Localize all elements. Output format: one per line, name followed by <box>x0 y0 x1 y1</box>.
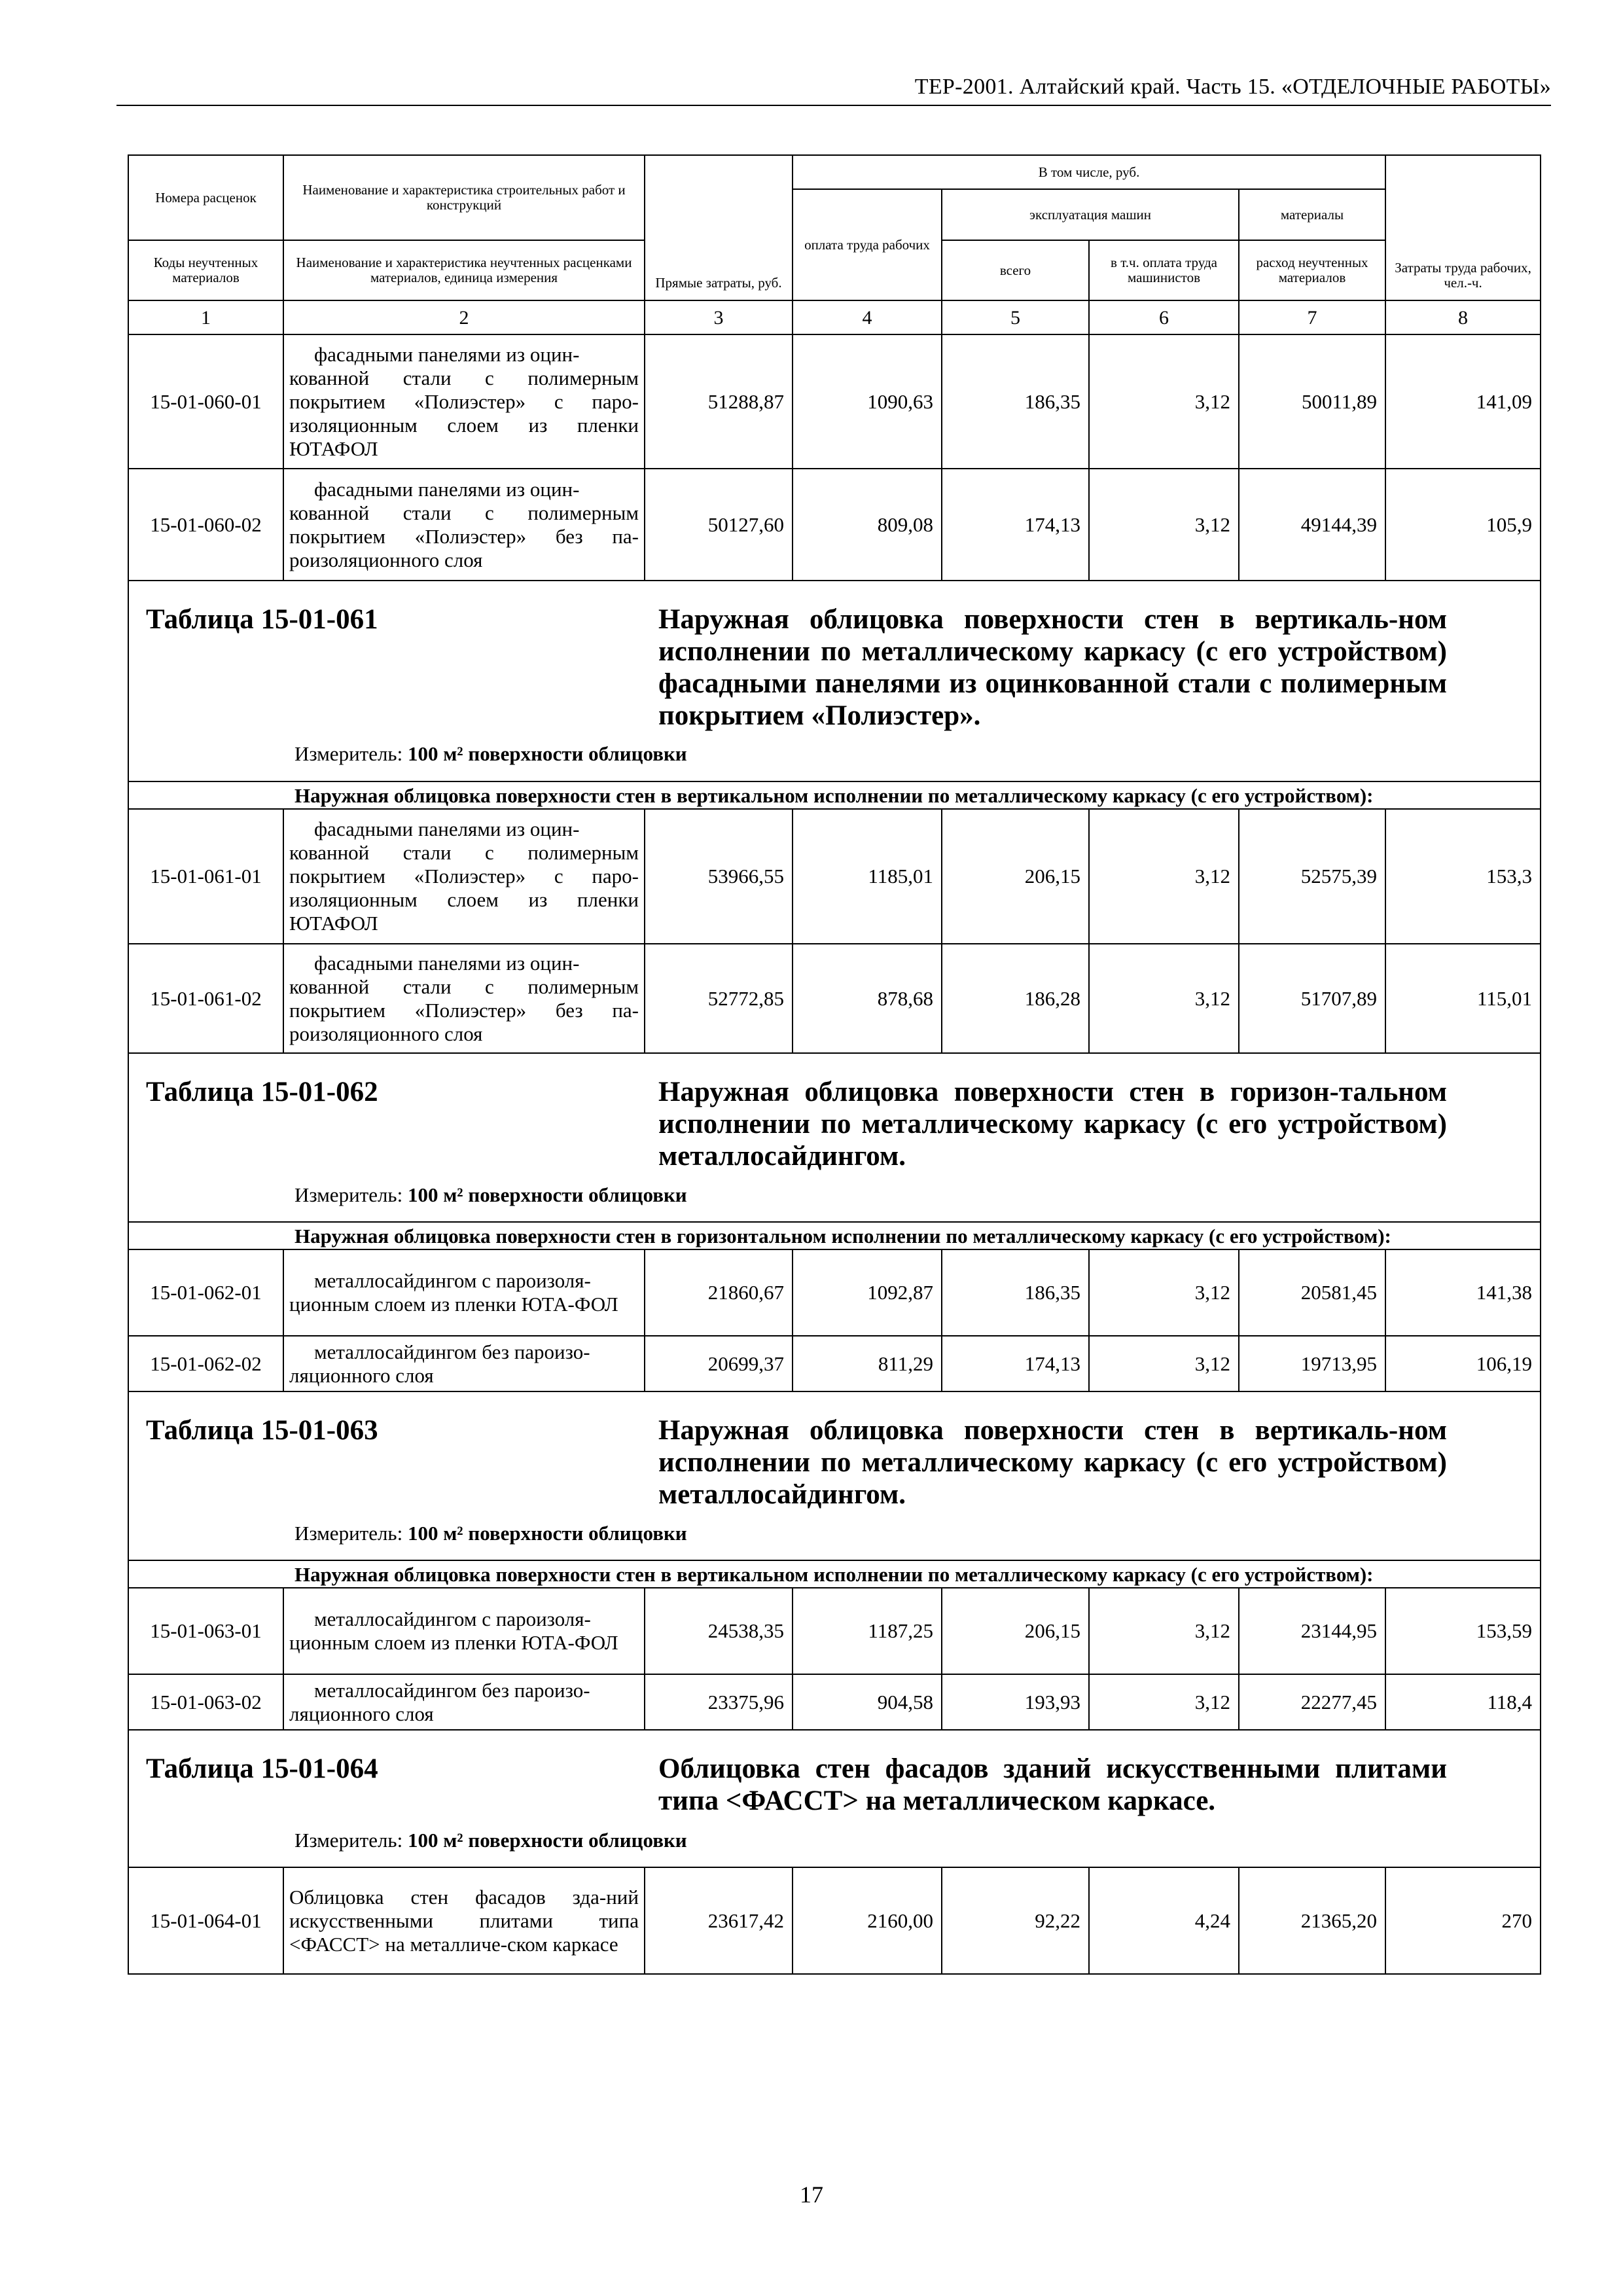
table-row <box>128 334 1541 469</box>
column-number: 5 <box>942 300 1089 334</box>
cost-value: 878,68 <box>793 944 942 1053</box>
work-description <box>283 944 645 1053</box>
rate-code: 15-01-063-01 <box>128 1588 283 1674</box>
description-rest: ционным слоем из пленки ЮТА-ФОЛ <box>289 1631 618 1654</box>
cost-value: 3,12 <box>1089 1336 1239 1391</box>
price-table <box>128 154 1540 1975</box>
measure-value: 100 м² поверхности облицовки <box>407 1522 687 1545</box>
unit-of-measure <box>294 1522 687 1545</box>
cost-value: 51707,89 <box>1239 944 1385 1053</box>
incl-header: В том числе, руб. <box>793 155 1385 189</box>
work-description <box>283 809 645 944</box>
table-number: Таблица 15-01-061 <box>146 604 378 635</box>
cost-value: 904,58 <box>793 1674 942 1730</box>
unit-of-measure <box>294 1829 687 1852</box>
rate-code: 15-01-061-02 <box>128 944 283 1053</box>
table-section-header <box>128 1391 1541 1560</box>
column-number: 2 <box>283 300 645 334</box>
cost-value: 3,12 <box>1089 809 1239 944</box>
description-rest: кованной стали с полимерным покрытием «Полиэстер» без па-роизоляционного слоя <box>289 501 639 571</box>
rate-code: 15-01-063-02 <box>128 1674 283 1730</box>
cost-value: 1187,25 <box>793 1588 942 1674</box>
work-description <box>283 1674 645 1730</box>
table-row <box>128 469 1541 581</box>
cost-value: 3,12 <box>1089 1249 1239 1336</box>
col2-top-header: Наименование и характеристика строительных работ и конструкций <box>283 155 645 240</box>
running-title: ТЕР-2001. Алтайский край. Часть 15. «ОТДЕЛОЧНЫЕ РАБОТЫ» <box>914 75 1551 99</box>
cost-value: 52575,39 <box>1239 809 1385 944</box>
description-first-line: металлосайдингом с пароизоля- <box>314 1607 591 1630</box>
cost-value: 22277,45 <box>1239 1674 1385 1730</box>
table-row <box>128 1867 1541 1974</box>
cost-value: 809,08 <box>793 469 942 581</box>
table-title: Облицовка стен фасадов зданий искусственными плитами типа <ФАССТ> на металлическом каркасе. <box>658 1753 1447 1816</box>
col1-bottom-header: Коды неучтенных материалов <box>128 240 283 300</box>
description-rest: кованной стали с полимерным покрытием «Полиэстер» с паро-изоляционным слоем из пленки ЮТАФОЛ <box>289 366 639 460</box>
description-first-line: металлосайдингом без пароизо- <box>314 1340 590 1363</box>
subsection-title: Наружная облицовка поверхности стен в горизонтальном исполнении по металлическому каркасу (с его устройством): <box>128 1222 1541 1249</box>
cost-value: 50011,89 <box>1239 334 1385 469</box>
unit-of-measure <box>294 742 687 766</box>
description-first-line: фасадными панелями из оцин- <box>314 342 580 366</box>
subsection-row <box>128 781 1541 809</box>
running-header <box>116 71 1551 106</box>
subsection-row <box>128 1560 1541 1588</box>
rate-code: 15-01-062-01 <box>128 1249 283 1336</box>
measure-label: Измеритель: <box>294 1829 408 1852</box>
subsection-row <box>128 1222 1541 1249</box>
description-first-line: фасадными панелями из оцин- <box>314 817 580 840</box>
measure-value: 100 м² поверхности облицовки <box>407 742 687 765</box>
cost-value: 4,24 <box>1089 1867 1239 1974</box>
cost-value: 23375,96 <box>645 1674 793 1730</box>
cost-value: 20699,37 <box>645 1336 793 1391</box>
measure-value: 100 м² поверхности облицовки <box>407 1183 687 1206</box>
cost-value: 186,35 <box>942 334 1089 469</box>
col1-top-header: Номера расценок <box>128 155 283 240</box>
cost-value: 3,12 <box>1089 469 1239 581</box>
cost-value: 115,01 <box>1385 944 1541 1053</box>
cost-value: 3,12 <box>1089 1588 1239 1674</box>
page-number: 17 <box>800 2181 823 2208</box>
table-row <box>128 809 1541 944</box>
table-number: Таблица 15-01-064 <box>146 1753 378 1784</box>
machines-total-header: всего <box>942 240 1089 300</box>
cost-value: 53966,55 <box>645 809 793 944</box>
cost-value: 23144,95 <box>1239 1588 1385 1674</box>
cost-value: 3,12 <box>1089 1674 1239 1730</box>
cost-value: 92,22 <box>942 1867 1089 1974</box>
description-rest: ляционного слоя <box>289 1363 434 1387</box>
column-number: 6 <box>1089 300 1239 334</box>
cost-value: 174,13 <box>942 469 1089 581</box>
column-number: 1 <box>128 300 283 334</box>
labor-hours-header: Затраты труда рабочих, чел.-ч. <box>1385 155 1541 300</box>
cost-value: 174,13 <box>942 1336 1089 1391</box>
column-number: 8 <box>1385 300 1541 334</box>
subsection-title: Наружная облицовка поверхности стен в вертикальном исполнении по металлическому каркасу (с его устройством): <box>128 1560 1541 1588</box>
cost-value: 21860,67 <box>645 1249 793 1336</box>
description-first-line: металлосайдингом с пароизоля- <box>314 1269 591 1292</box>
rate-code: 15-01-061-01 <box>128 809 283 944</box>
materials-header: материалы <box>1239 189 1385 240</box>
cost-value: 186,35 <box>942 1249 1089 1336</box>
table-section-header <box>128 1730 1541 1867</box>
table-section-header <box>128 1053 1541 1222</box>
cost-value: 50127,60 <box>645 469 793 581</box>
table-row <box>128 1249 1541 1336</box>
measure-value: 100 м² поверхности облицовки <box>407 1829 687 1852</box>
description-first-line: металлосайдингом без пароизо- <box>314 1678 590 1702</box>
cost-value: 141,09 <box>1385 334 1541 469</box>
table-title: Наружная облицовка поверхности стен в горизон-тальном исполнении по металлическому каркасу (с его устройством) металлосайдингом. <box>658 1077 1447 1172</box>
work-description <box>283 469 645 581</box>
cost-value: 153,59 <box>1385 1588 1541 1674</box>
description-rest: Облицовка стен фасадов зда-ний искусственными плитами типа <ФАССТ> на металличе-ском каркасе <box>289 1885 639 1956</box>
rate-code: 15-01-062-02 <box>128 1336 283 1391</box>
cost-value: 49144,39 <box>1239 469 1385 581</box>
cost-value: 3,12 <box>1089 944 1239 1053</box>
measure-label: Измеритель: <box>294 742 408 765</box>
description-rest: кованной стали с полимерным покрытием «Полиэстер» с паро-изоляционным слоем из пленки ЮТАФОЛ <box>289 841 639 935</box>
description-rest: ляционного слоя <box>289 1702 434 1725</box>
measure-label: Измеритель: <box>294 1183 408 1206</box>
description-rest: кованной стали с полимерным покрытием «Полиэстер» без па-роизоляционного слоя <box>289 975 639 1045</box>
table-row <box>128 1674 1541 1730</box>
cost-value: 141,38 <box>1385 1249 1541 1336</box>
rates-table <box>128 154 1541 1975</box>
cost-value: 153,3 <box>1385 809 1541 944</box>
cost-value: 51288,87 <box>645 334 793 469</box>
column-number: 3 <box>645 300 793 334</box>
table-number: Таблица 15-01-062 <box>146 1077 378 1107</box>
cost-value: 206,15 <box>942 1588 1089 1674</box>
table-title: Наружная облицовка поверхности стен в вертикаль-ном исполнении по металлическому каркасу (с его устройством) металлосайдингом. <box>658 1415 1447 1510</box>
cost-value: 19713,95 <box>1239 1336 1385 1391</box>
cost-value: 206,15 <box>942 809 1089 944</box>
cost-value: 270 <box>1385 1867 1541 1974</box>
cost-value: 1185,01 <box>793 809 942 944</box>
cost-value: 20581,45 <box>1239 1249 1385 1336</box>
wages-header: оплата труда рабочих <box>793 189 942 300</box>
cost-value: 1090,63 <box>793 334 942 469</box>
subsection-title: Наружная облицовка поверхности стен в вертикальном исполнении по металлическому каркасу (с его устройством): <box>128 781 1541 809</box>
cost-value: 186,28 <box>942 944 1089 1053</box>
description-first-line: фасадными панелями из оцин- <box>314 951 580 975</box>
cost-value: 24538,35 <box>645 1588 793 1674</box>
rate-code: 15-01-060-01 <box>128 334 283 469</box>
description-first-line: фасадными панелями из оцин- <box>314 477 580 501</box>
col2-bottom-header: Наименование и характеристика неучтенных расценками материалов, единица измерения <box>283 240 645 300</box>
table-section-header <box>128 581 1541 781</box>
cost-value: 23617,42 <box>645 1867 793 1974</box>
work-description <box>283 1249 645 1336</box>
cost-value: 105,9 <box>1385 469 1541 581</box>
rate-code: 15-01-060-02 <box>128 469 283 581</box>
cost-value: 118,4 <box>1385 1674 1541 1730</box>
cost-value: 811,29 <box>793 1336 942 1391</box>
cost-value: 1092,87 <box>793 1249 942 1336</box>
unaccounted-materials-header: расход неучтенных материалов <box>1239 240 1385 300</box>
work-description <box>283 1867 645 1974</box>
description-rest: ционным слоем из пленки ЮТА-ФОЛ <box>289 1293 618 1316</box>
cost-value: 2160,00 <box>793 1867 942 1974</box>
machines-header: эксплуатация машин <box>942 189 1239 240</box>
cost-value: 52772,85 <box>645 944 793 1053</box>
rate-code: 15-01-064-01 <box>128 1867 283 1974</box>
machinists-wages-header: в т.ч. оплата труда машинистов <box>1089 240 1239 300</box>
cost-value: 3,12 <box>1089 334 1239 469</box>
column-number: 4 <box>793 300 942 334</box>
cost-value: 193,93 <box>942 1674 1089 1730</box>
table-title: Наружная облицовка поверхности стен в вертикаль-ном исполнении по металлическому каркасу (с его устройством) фасадными панелями из оцинкованной стали с полимерным покрытием «Полиэстер». <box>658 604 1447 731</box>
table-row <box>128 1336 1541 1391</box>
work-description <box>283 1336 645 1391</box>
work-description <box>283 334 645 469</box>
table-number: Таблица 15-01-063 <box>146 1415 378 1446</box>
measure-label: Измеритель: <box>294 1522 408 1545</box>
table-row <box>128 944 1541 1053</box>
unit-of-measure <box>294 1183 687 1207</box>
column-number: 7 <box>1239 300 1385 334</box>
direct-costs-header: Прямые затраты, руб. <box>645 155 793 300</box>
work-description <box>283 1588 645 1674</box>
table-header <box>128 155 1541 334</box>
cost-value: 21365,20 <box>1239 1867 1385 1974</box>
table-row <box>128 1588 1541 1674</box>
cost-value: 106,19 <box>1385 1336 1541 1391</box>
